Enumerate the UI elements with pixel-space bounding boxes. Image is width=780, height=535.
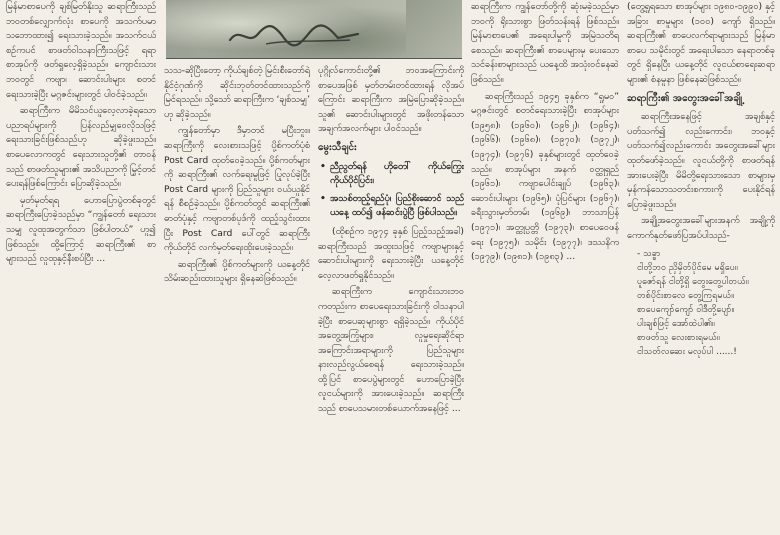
- article-column-5: [627, 0, 775, 535]
- paragraph: မြန်မာစာပေကို ချစ်မြတ်နိုးသူ ဆရာကြီးသည် ဘဝတစ်လျှောက်လုံး စာပေကို အသက်ပမာ သဘောထား၍ ရေးသားခဲ့သည်။ အသက်ငယ်စဉ်ကပင် စာဖတ်ဝါသနာကြီးသဖြင့် ရရာစာအုပ်ကို ဖတ်ရှုလေ့ရှိခဲ့သည်။ ကျောင်းသားဘဝတွင် ကဗျာ၊ ဆောင်းပါးများ စတင်ရေးသားခဲ့ပြီး မဂ္ဂဇင်းများတွင် ပါဝင်ခဲ့သည်။: [6, 1, 156, 100]
- paragraph: ဆရာကြီး၏ ပို့စ်ကတ်များကို ယနေ့တိုင် သိမ်းဆည်းထားသူများ ရှိနေဆဲဖြစ်သည်။: [164, 258, 310, 285]
- article-column-4: [471, 0, 619, 535]
- quote-line: စာပေကျော်ကျော် ဝါဒီတို့ပျော်။: [637, 304, 735, 315]
- paragraph: ဆရာကြီးသည် ၁၉၄၅ ခုနှစ်က “ရှုမဝ” မဂ္ဂဇင်းတွင် စတင်ရေးသားခဲ့ပြီး စာအုပ်များ (၁၉၅၈)၊ (၁၉၆၀)၊ (၁၉၆၂)၊ (၁၉၆၄)၊ (၁၉၆၆)၊ (၁၉၆၈)၊ (၁၉၇၀)၊ (၁၉၇၂)၊ (၁၉၇၄)၊ (၁၉၇၆) ခုနှစ်များတွင် ထုတ်ဝေခဲ့သည်။ စာအုပ်များ အနက် ဝတ္ထုရှည် (၁၉၆၁)၊ ကဗျာပေါင်းချုပ် (၁၉၆၃)၊ ဆောင်းပါးများ (၁၉၆၅)၊ ပုံပြင်များ (၁၉၆၇)၊ ခရီးသွားမှတ်တမ်း (၁၉၆၉)၊ ဘာသာပြန် (၁၉၇၁)၊ အတ္ထုပ္ပတ္တိ (၁၉၇၃)၊ စာပေဝေဖန်ရေး (၁၉၇၅)၊ သမိုင်း (၁၉၇၇)၊ ဒဿနိက (၁၉၇၉)၊ (၁၉၈၁)၊ (၁၉၈၃) ...: [471, 90, 619, 263]
- article-column-2: [164, 64, 310, 535]
- section-heading: ဆရာကြီး၏ အတွေးအခေါ်အချို့: [627, 92, 742, 104]
- paragraph: ဆရာကြီးအနေဖြင့် အချစ်နှင့် ပတ်သက်၍ လည်းကောင်း၊ ဘဝနှင့် ပတ်သက်၍လည်းကောင်း အတွေးအခေါ်များ ထုတ်ဖော်ခဲ့သည်။ လူငယ်တို့ကို စာဖတ်ရန် အားပေးခဲ့ပြီး မိမိတို့ရေးသားသော စာများမှ မှန်ကန်သောသတင်းစကားကို ပေးနိုင်ရန် ပြောခဲ့ဖူးသည်။: [627, 111, 775, 210]
- paragraph: (ထိုစဉ်က ၁၉၇၄ ခုနှစ် ပြည့်သည့်အခါ) ဆရာကြီးသည် အထူးသဖြင့် ကဗျာများနှင့် ဆောင်းပါးများကို ရေးသားခဲ့ပြီး ယနေ့တိုင် လေ့လာဖတ်ရှုနိုင်သည်။: [318, 225, 464, 281]
- bullet-item: • ညီညွတ်ရန် ဟိုတေါ် ကိုယ်ကြွေး ကိုယ်ပိုင်ပြင်း၊: [318, 160, 464, 189]
- quote-line: စာဖတ်သူ လေးစားရမယ်။: [637, 332, 720, 343]
- quote-line: ငါတို့ဘဝ ညှိမှိတ်ပိုင်မေ မရှိပေ။: [637, 262, 738, 273]
- paragraph: ဆရာကြီးက ကျွန်တော်တို့ကို ဆုံးမခဲ့သည်မှာ ဘဝကို ရိုးသားစွာ ဖြတ်သန်းရန် ဖြစ်သည်။ မြန်မာစာပေ၏ အရေးပါမှုကို အမြဲသတိရစေသည်။ ဆရာကြီး၏ စာပေများမှ ပေးသော သင်ခန်းစာများသည် ယနေ့ထိ အသုံးဝင်နေဆဲဖြစ်သည်။: [471, 1, 619, 85]
- quote-line: - သခ္ခာ: [637, 248, 661, 259]
- bullet-item: • အသစ်တည့်ရည်ပုံ၊ ပြည်စိုးဆောင် သည် ယနေ့ ထပ်၍ ဖန်ဆင်းပွဲပြီ ဖြစ်ပါသည်။: [318, 192, 464, 221]
- section-heading: မွေးသီချင်း: [318, 141, 357, 153]
- article-column-3: [318, 64, 464, 535]
- bullet-list: [318, 160, 464, 221]
- paragraph: ကျွန်တော်မှာ ဒီမှာတင် မပြီးဘူး။ ဆရာကြီးကို လေးစားသဖြင့် ပို့စ်ကတ်ပုံစံ Post Card ထုတ်ဝေခဲ့သည်။ ပို့စ်ကတ်များကို ဆရာကြီး၏ လက်ရေးမူဖြင့် ပြုလုပ်ခဲ့ပြီး Post Card များကို ပြည်သူများ ဝယ်ယူနိုင်ရန် စီစဉ်ခဲ့သည်။ ပို့စ်ကတ်တွင် ဆရာကြီး၏ ဓာတ်ပုံနှင့် ကဗျာတစ်ပုဒ်ကို ထည့်သွင်းထားပြီး Post Card ပေါ်တွင် ဆရာကြီးကိုယ်တိုင် လက်မှတ်ရေးထိုးပေးခဲ့သည်။: [164, 125, 310, 254]
- quote-line: ငါသတ်လဆေး မလုပ်ပါ ......!: [637, 346, 737, 357]
- quote-line: တစ်ပိုင်းစာလေ တွေ့ကြရမယ်။: [637, 290, 734, 301]
- quote-block: [637, 247, 775, 359]
- signature-photo: [166, 0, 462, 59]
- paragraph: (တွေ့ရှုရသော စာအုပ်များ ၁၉၈၀-၁၉၉၀) နှင့် အခြား စာမူများ (၁၀၀) ကျော် ရှိသည်။ ဆရာကြီး၏ စာပေလက်ရာများသည် မြန်မာစာပေ သမိုင်းတွင် အရေးပါသော နေရာတစ်ခုတွင် ရှိနေပြီး ယနေ့တိုင် လူငယ်စာရေးဆရာများ၏ စံနမူနာ ဖြစ်နေဆဲဖြစ်သည်။: [627, 1, 775, 85]
- paragraph: ဆရာကြီးက မိမိသင်ယူလေ့လာခဲ့ရသော ပညာရပ်များကို ပြန်လည်မျှဝေလိုသဖြင့် ရေးသားခြင်းဖြစ်သည်ဟု ဆိုခဲ့ဖူးသည်။ စာပေလောကတွင် ရေးသားသူတို့၏ တာဝန်သည် စာဖတ်သူများ၏ အသိပညာကို မြှင့်တင်ပေးရန်ဖြစ်ကြောင်း ပြောဆိုခဲ့သည်။: [6, 105, 156, 190]
- quote-line: ပါးချစ်ဖြင့် အော်ထဲပါ၏။: [637, 318, 715, 329]
- paragraph: သသ-ဆိုပြီးတော့ ကိုယ်ချစ်တဲ့ မြင်းစီးတော်ရဲ့ နိုင်ငံ့ဂုဏ်ကို ဆိုင်းဘုတ်တင်ထားသည်ကို မြင်ရသည်။ သို့သော် ဆရာကြီးက ‘ချစ်သမျှ’ ဟု ဆိုခဲ့သည်။: [164, 65, 310, 120]
- paragraph: မှတ်မှတ်ရရ ဟောပြောပွဲတစ်ခုတွင် ဆရာကြီးပြောခဲ့သည်မှာ “ကျွန်တော် ရေးသားသမျှ လူထုအတွက်သာ ဖြစ်ပါတယ်” ဟူ၍ ဖြစ်သည်။ ထို့ကြောင့် ဆရာကြီး၏ စာများသည် လူထုနှင့်နီးစပ်ပြီး ...: [6, 194, 156, 265]
- paragraph: အချို့အတွေးအခေါ်များအနက် အချို့ကို ကောက်နုတ်ဖော်ပြအပ်ပါသည်-: [627, 215, 775, 241]
- paragraph: ဆရာကြီးက ကျောင်းသားဘဝကတည်းက စာပေရေးသားခြင်းကို ဝါသနာပါခဲ့ပြီး စာပေဆုများစွာ ရရှိခဲ့သည်။ ကိုယ်ပိုင်အတွေ့အကြုံများ၊ လူမှုရေးဆိုင်ရာ အကြောင်းအရာများကို ပြည်သူများ နားလည်လွယ်စေရန် ရေးသားခဲ့သည်။ ထို့ပြင် စာပေပွဲများတွင် ဟောပြောခဲ့ပြီး လူငယ်များကို အားပေးခဲ့သည်။ ဆရာကြီးသည် စာပေသမားတစ်ယောက်အနေဖြင့် ...: [318, 286, 464, 415]
- article-column-1: [6, 0, 156, 535]
- signature-mark: [226, 20, 366, 50]
- paragraph: ပုဂ္ဂိုလ်ကောင်းတို့၏ ဘဝအကြောင်းကို စာပေအဖြစ် မှတ်တမ်းတင်ထားရန် လိုအပ်ကြောင်း ဆရာကြီးက အမြဲပြောဆိုခဲ့သည်။ သူ၏ ဆောင်းပါးများတွင် အဖိုးတန်သော အချက်အလက်များ ပါဝင်သည်။: [318, 65, 464, 135]
- quote-line: ပူဇော်ရန် ငါတို့ရှိ တွေးတွေ့ပါတယ်။: [637, 276, 749, 287]
